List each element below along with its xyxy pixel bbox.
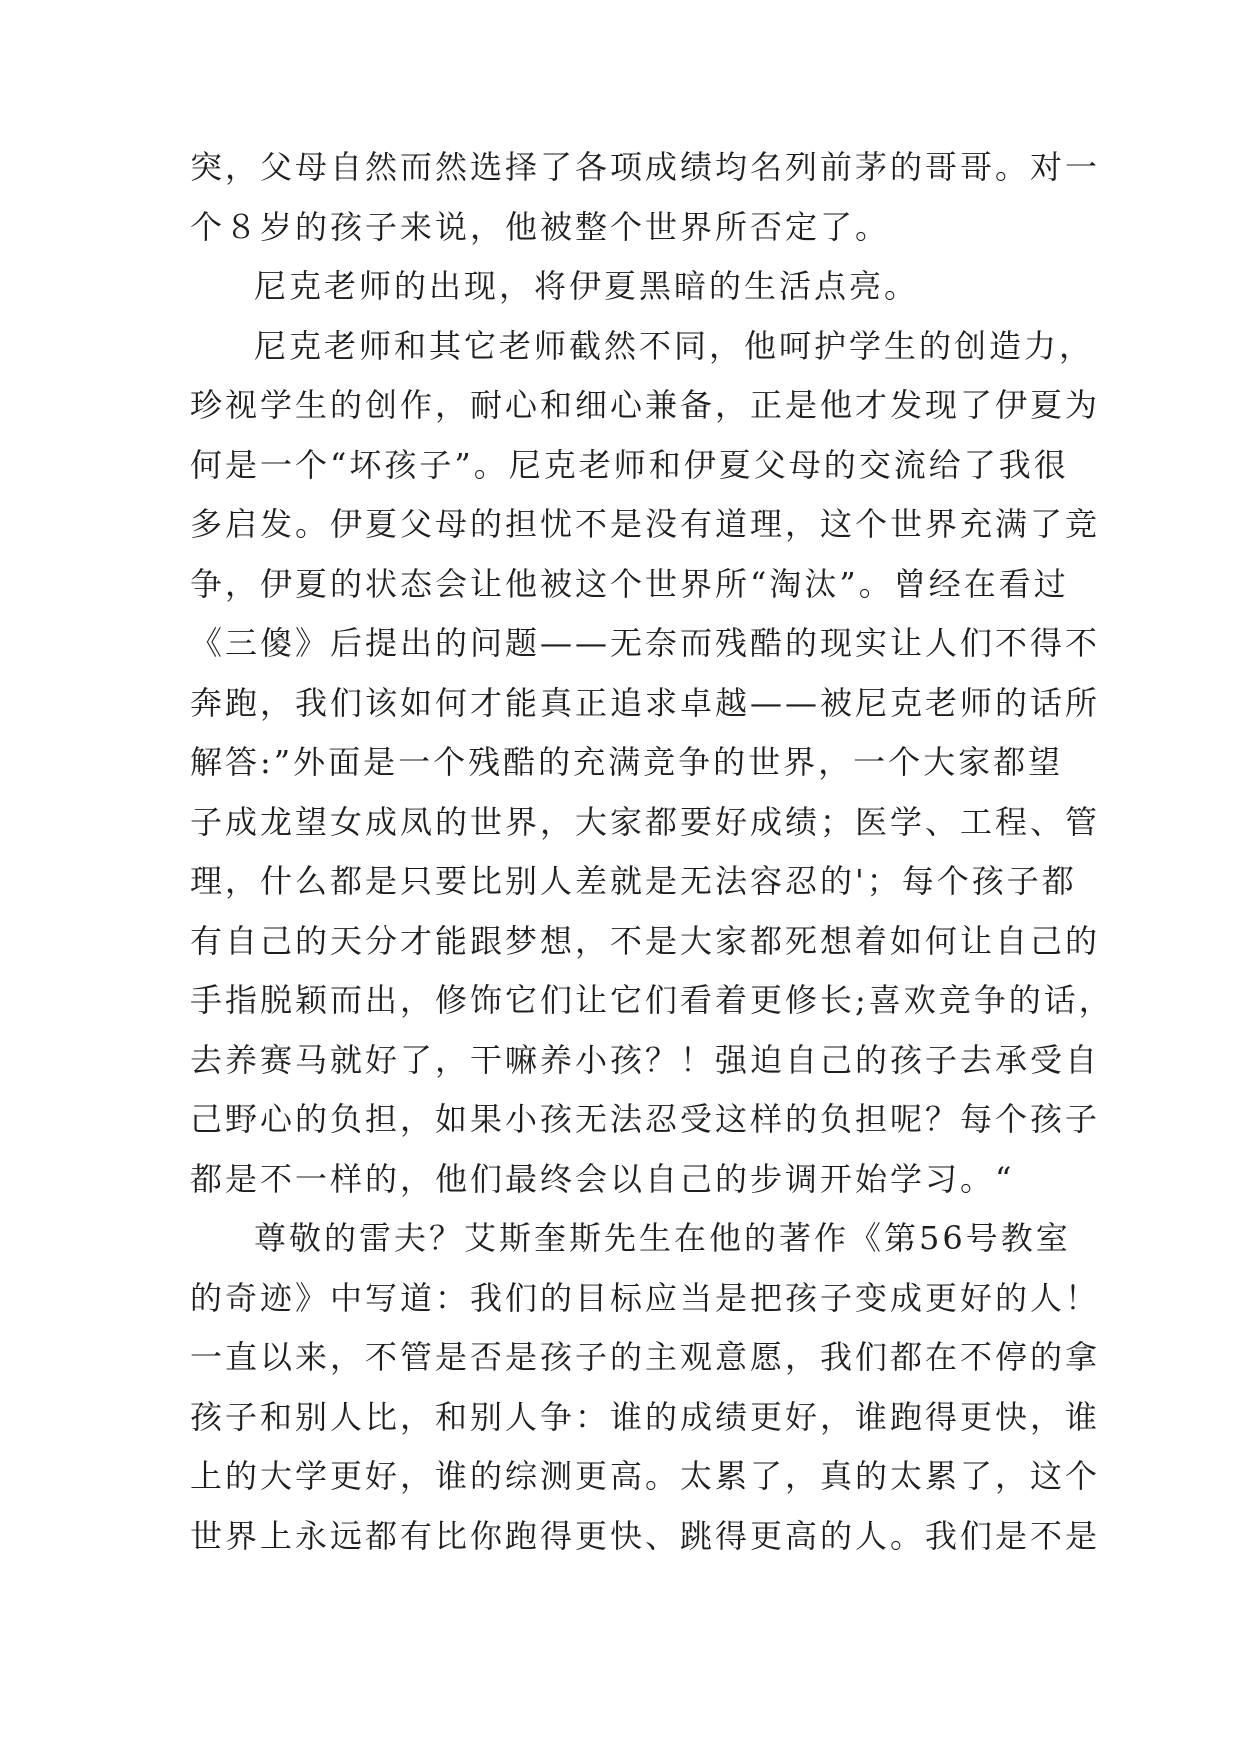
text-line: 孩子和别人比，和别人争：谁的成绩更好，谁跑得更快，谁: [190, 1397, 1101, 1436]
paragraph-start-line: 尼克老师和其它老师截然不同，他呵护学生的创造力，: [254, 326, 1095, 365]
text-line: 去养赛马就好了，干嘛养小孩？！强迫自己的孩子去承受自: [190, 1040, 1101, 1079]
text-line: 一直以来，不管是否是孩子的主观意愿，我们都在不停的拿: [190, 1338, 1101, 1376]
text-line: 上的大学更好，谁的综测更高。太累了，真的太累了，这个: [190, 1457, 1101, 1495]
text-line: 《三傻》后提出的问题——无奈而残酷的现实让人们不得不: [190, 624, 1101, 662]
text-line: 争，伊夏的状态会让他被这个世界所“淘汰”。曾经在看过: [190, 564, 1069, 603]
text-line: 子成龙望女成凤的世界，大家都要好成绩；医学、工程、管: [190, 802, 1101, 841]
text-line: 突，父母自然而然选择了各项成绩均名列前茅的哥哥。对一: [190, 148, 1101, 186]
text-line: 个８岁的孩子来说，他被整个世界所否定了。: [190, 207, 891, 246]
text-line: 己野心的负担，如果小孩无法忍受这样的负担呢？每个孩子: [190, 1100, 1101, 1138]
paragraph-start-line: 尼克老师的出现，将伊夏黑暗的生活点亮。: [254, 267, 920, 305]
text-line: 解答:”外面是一个残酷的充满竞争的世界，一个大家都望: [190, 743, 1064, 781]
text-line: 理，什么都是只要比别人差就是无法容忍的'；每个孩子都: [190, 862, 1077, 900]
paragraph-start-line: 尊敬的雷夫？艾斯奎斯先生在他的著作《第56号教室: [254, 1219, 1071, 1257]
text-line: 何是一个“坏孩子”。尼克老师和伊夏父母的交流给了我很: [190, 445, 1069, 484]
text-line: 有自己的天分才能跟梦想，不是大家都死想着如何让自己的: [190, 921, 1101, 960]
text-line: 的奇迹》中写道：我们的目标应当是把孩子变成更好的人！: [190, 1278, 1101, 1317]
text-line: 多启发。伊夏父母的担忧不是没有道理，这个世界充满了竞: [190, 505, 1101, 543]
text-line: 珍视学生的创作，耐心和细心兼备，正是他才发现了伊夏为: [190, 386, 1101, 424]
body-text: [190, 138, 1114, 1566]
text-line: 手指脱颖而出，修饰它们让它们看着更修长;喜欢竞争的话，: [190, 981, 1114, 1019]
text-line: 奔跑，我们该如何才能真正追求卓越——被尼克老师的话所: [190, 683, 1101, 722]
text-line: 世界上永远都有比你跑得更快、跳得更高的人。我们是不是: [190, 1516, 1101, 1555]
text-line: 都是不一样的，他们最终会以自己的步调开始学习。“: [190, 1159, 1015, 1198]
